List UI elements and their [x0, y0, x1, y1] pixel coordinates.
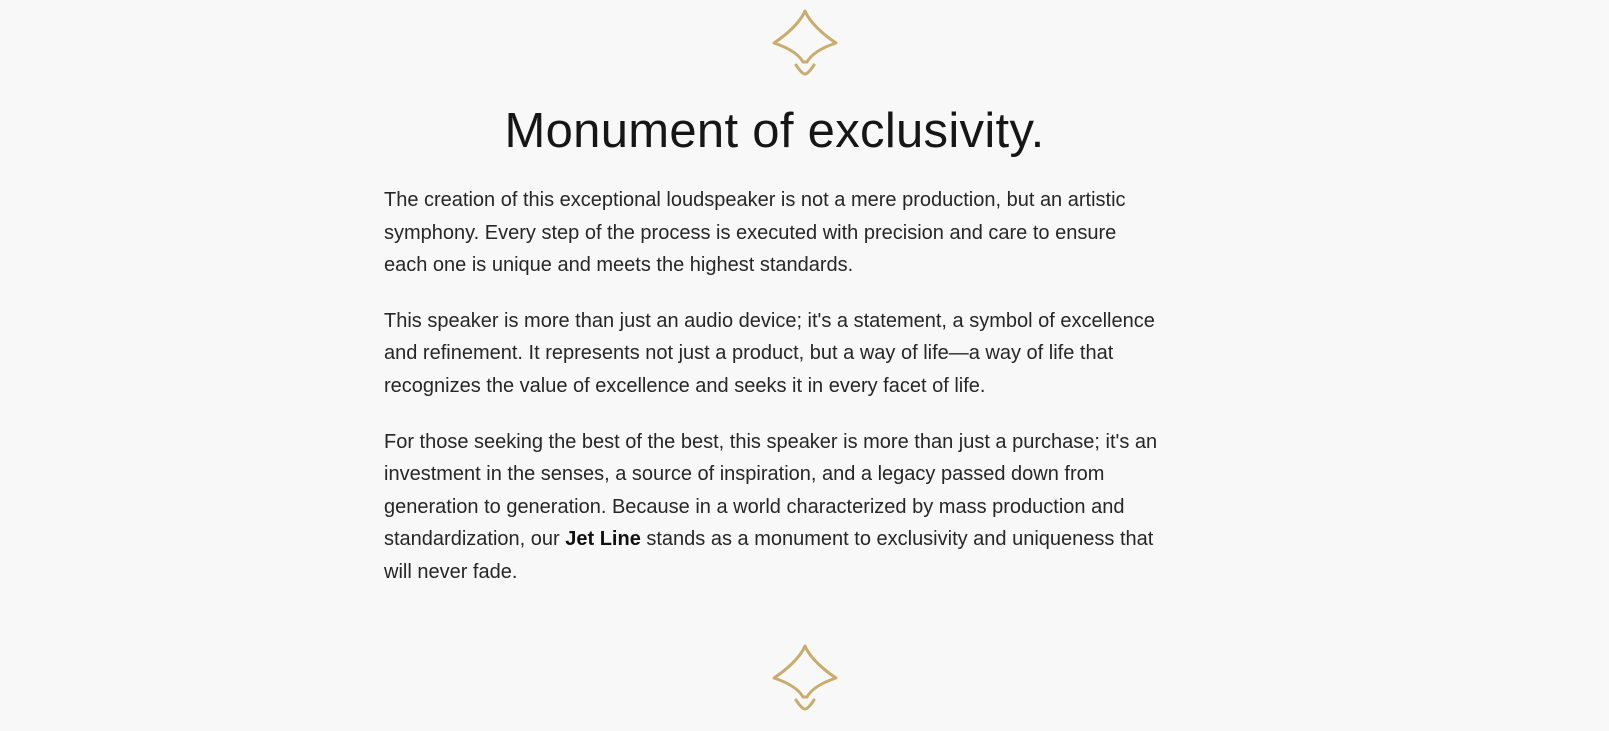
- article-body: [384, 184, 1164, 612]
- ornament-top: [772, 9, 838, 79]
- paragraph-2: This speaker is more than just an audio device; it's a statement, a symbol of excellence and refinement. It represents not just a product, but a way of life—a way of life that recognizes the value of excellence and seeks it in every facet of life.: [384, 309, 1155, 397]
- paragraph-3: [384, 426, 1164, 589]
- page-title: Monument of exclusivity.: [504, 104, 1045, 158]
- paragraph-3-text-end: stands as a monument to exclusivity and uniqueness that will never fade.: [384, 528, 1154, 583]
- product-name-jet-line: Jet Line: [565, 528, 641, 551]
- ornament-bottom: [772, 644, 838, 714]
- gold-sparkle-diamond-icon: [772, 9, 838, 79]
- paragraph-3-text-start: For those seeking the best of the best, this speaker is more than just a purchase; it's an investment in the senses, a source of inspiration, and a legacy passed down from generation to generation. Because in a world characterized by mass production and standardization, our: [384, 430, 1158, 551]
- paragraph-1: The creation of this exceptional loudspeaker is not a mere production, but an artistic symphony. Every step of the process is executed with precision and care to ensure each one is unique and meets the highest standards.: [384, 189, 1126, 277]
- gold-sparkle-diamond-icon: [772, 644, 838, 714]
